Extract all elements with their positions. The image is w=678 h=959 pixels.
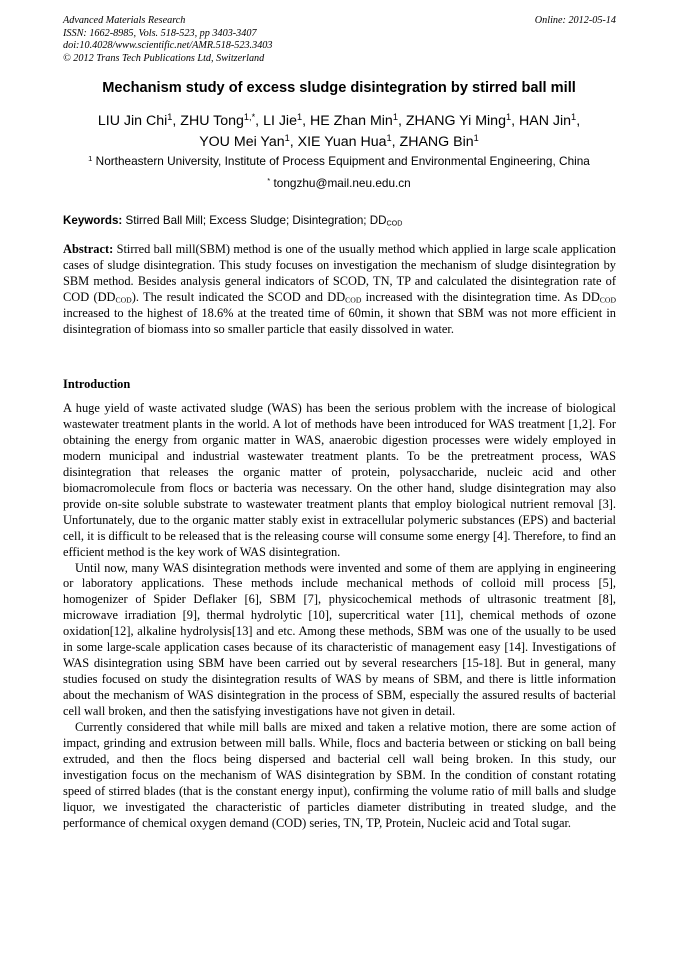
corresponding-email <box>40 176 638 190</box>
author: ZHANG Bin$^1$ <box>399 132 479 150</box>
author: XIE Yuan Hua$^1$, <box>297 132 400 150</box>
affiliation-mark: 1 <box>88 153 93 163</box>
journal-header <box>63 15 616 65</box>
issn-line: ISSN: 1662-8985, Vols. 518-523, pp 3403-3407 <box>63 27 257 39</box>
abstract-label: Abstract: <box>63 242 114 256</box>
paragraph: A huge yield of waste activated sludge (WAS) has been the serious problem with the increase of biological wastewater treatment plants in the world. A lot of methods have been introduced for WAS treatment [1,2]. For obtaining the energy from organic matter in WAS, anaerobic digestion processes were widely employed in modern municipal and industrial wastewater treatment plants. To be the pretreatment process, WAS disintegration that releases the organic matter of protein, polysaccharide, nucleic acid and other biomacromolecule from flocs or bacteria was necessary. On the other hand, sludge disintegration may also provide on-site soluble substrate to wastewater treatment plants that employ biological nutrient removal [3]. Unfortunately, due to the organic matter stably exist in extracellular polymeric substances (EPS) and bacterial cell, it is difficult to be released that is the releasing course will consume some energy [4]. Therefore, to find an efficient method is the key work of WAS disintegration. <box>63 401 616 559</box>
author: LIU Jin Chi$^1$, <box>97 111 181 129</box>
section-heading-introduction: Introduction <box>63 377 131 391</box>
affiliation <box>40 154 638 168</box>
copyright-line: © 2012 Trans Tech Publications Ltd, Switzerland <box>63 52 265 64</box>
online-date: Online: 2012-05-14 <box>534 15 616 26</box>
author: YOU Mei Yan$^1$, <box>199 132 298 150</box>
author-list <box>40 111 638 153</box>
keywords <box>63 214 616 227</box>
doi-line: doi:10.4028/www.scientific.net/AMR.518-523.3403 <box>63 40 273 52</box>
affiliation-text: Northeastern University, Institute of Process Equipment and Environmental Engineering, China <box>95 154 590 168</box>
paper-title: Mechanism study of excess sludge disintegration by stirred ball mill <box>102 80 576 96</box>
email-link[interactable]: tongzhu@mail.neu.edu.cn <box>273 176 411 190</box>
author: LI Jie$^1$, <box>263 111 311 129</box>
keywords-sub: COD <box>386 218 403 228</box>
keywords-text: Stirred Ball Mill; Excess Sludge; Disintegration; DD <box>125 214 387 227</box>
author: ZHU Tong$^{1,*}$, <box>180 111 264 129</box>
introduction-body <box>63 401 616 832</box>
author: ZHANG Yi Ming$^1$, <box>405 111 519 129</box>
paragraph: Until now, many WAS disintegration methods were invented and some of them are applying in engineering or laboratory applications. These methods include mechanical methods of colloid mill process [5], homogenizer of Spider Deflaker [6], SBM [7], physicochemical methods of ultrasonic treatment [8], microwave irradiation [9], thermal hydrolytic [10], supercritical water [11], chemical methods of ozone oxidation[12], alkaline hydrolysis[13] and etc. Among these methods, SBM was one of the usually to be used in some large-scale application cases because of its characteristic of management easy [14]. Investigations of WAS disintegration using SBM have been carried out by several researchers [15-18]. But in general, many studies focused on study the disintegration results of WAS by means of SBM, and there is little information about the mechanism of WAS disintegration in the process of SBM, especially the assured results of bacterial cell wall broken, and then the satisfying investigations have not given in detail. <box>63 560 616 719</box>
author: HAN Jin$^1$, <box>519 111 581 129</box>
abstract: Abstract: Stirred ball mill(SBM) method is one of the usually method which applied in large scale application cases of sludge disintegration. This study focuses on investigation the mechanism of sludge disintegration by SBM method. Besides analysis general indicators of SCOD, TN, TP and calculated the disintegration rate of COD $(DD_{COD})$. The result indicated the SCOD and $DD_{COD}$ increased with the disintegration time. As $DD_{COD}$ increased to the highest of 18.6% at the treated time of 60min, it shown that SBM was not more efficient in disintegration of biomass into so smaller particle that easily dissolved in water. <box>63 242 616 336</box>
corresponding-mark: * <box>267 175 271 185</box>
journal-name: Advanced Materials Research <box>63 15 186 26</box>
keywords-label: Keywords: <box>63 214 123 227</box>
paragraph: Currently considered that while mill balls are mixed and taken a relative motion, there are some action of impact, grinding and extrusion between mill balls. While, flocs and bacteria between or sticking on ball being extruded, and then the flocs being dispersed and bacterial cell wall being broken. In this study, our investigation focus on the mechanism of WAS disintegration by SBM. In the condition of constant rotating speed of stirred blades (that is the constant energy input), confirming the volume ratio of mill balls and sludge liquor, we investigated the characteristic of particles diameter distributing in treated sludge, and the performance of chemical oxygen demand (COD) series, TN, TP, Protein, Nucleic acid and Total sugar. <box>63 720 616 830</box>
author: HE Zhan Min$^1$, <box>310 111 406 129</box>
